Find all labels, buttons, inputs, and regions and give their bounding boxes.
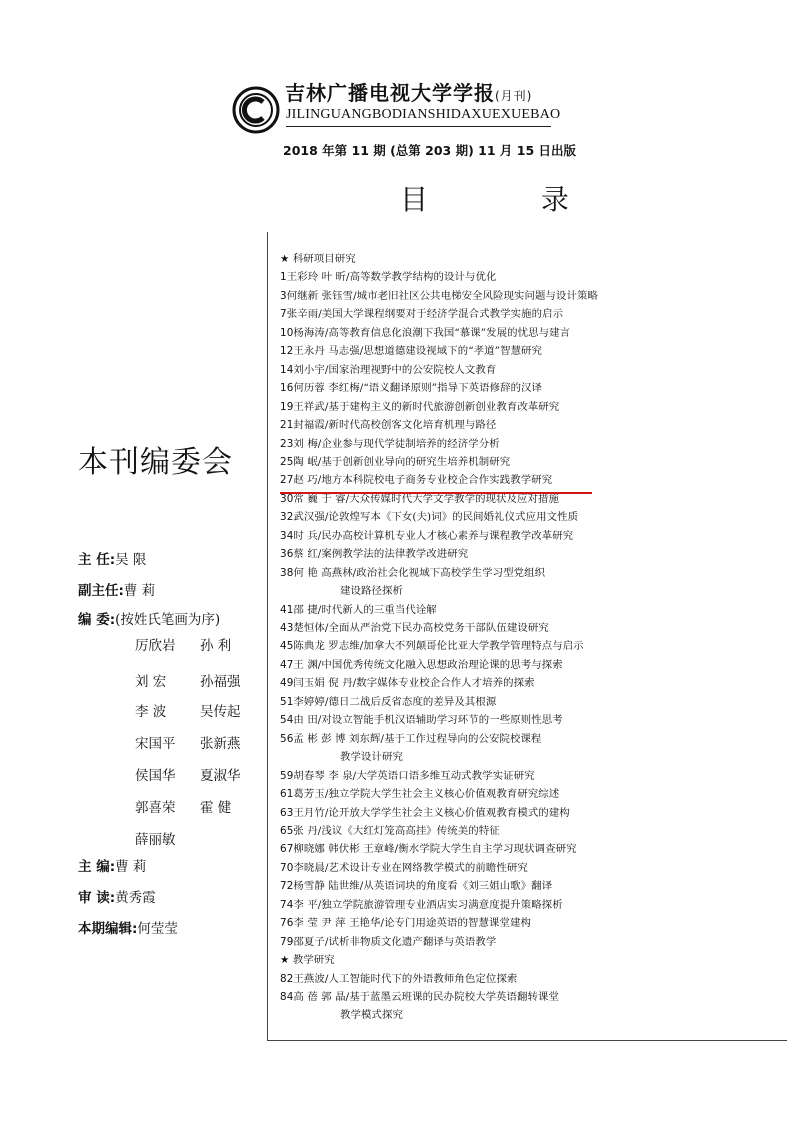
toc-page-number: 38 xyxy=(280,566,294,579)
toc-title: 楚恒体/全面从严治党下民办高校党务干部队伍建设研究 xyxy=(293,622,549,634)
committee-row xyxy=(78,608,220,628)
toc-title: 王彩玲 叶 昕/高等数学教学结构的设计与优化 xyxy=(286,271,497,284)
toc-entry[interactable] xyxy=(280,527,573,542)
toc-entry[interactable] xyxy=(280,896,563,911)
toc-page-number: 82 xyxy=(280,972,294,985)
toc-title: 蔡 红/案例教学法的法律教学改进研究 xyxy=(293,548,469,561)
toc-entry[interactable] xyxy=(280,730,541,745)
issue-info: 2018 年第 11 期 (总第 203 期) 11 月 15 日出版 xyxy=(283,143,577,158)
toc-entry[interactable] xyxy=(280,933,496,948)
toc-entry[interactable] xyxy=(280,804,570,819)
committee-member: 李 波 xyxy=(135,704,167,720)
toc-title: 杨雪静 陆世维/从英语词块的角度看《刘三姐山歌》翻译 xyxy=(293,880,553,893)
toc-page-number: 56 xyxy=(280,732,294,745)
committee-member: 孙 利 xyxy=(200,638,232,654)
toc-page-number: 70 xyxy=(280,861,294,874)
committee-row-value: 曹 莉 xyxy=(115,859,147,875)
toc-entry[interactable] xyxy=(280,601,437,616)
committee-member: 宋国平 xyxy=(135,736,176,752)
toc-entry[interactable] xyxy=(280,785,559,800)
toc-title: 李 莹 尹 萍 王艳华/论专门用途英语的智慧课堂建构 xyxy=(293,917,531,930)
toc-entry[interactable] xyxy=(280,914,531,929)
committee-row-label: 主 任: xyxy=(78,552,116,568)
journal-pinyin: JILINGUANGBODIANSHIDAXUEXUEBAO xyxy=(286,107,561,122)
toc-entry[interactable] xyxy=(280,545,468,560)
toc-entry[interactable] xyxy=(280,859,528,874)
committee-row-value: (按姓氏笔画为序) xyxy=(115,612,221,628)
toc-page-number: 79 xyxy=(280,935,294,948)
toc-page-number: 45 xyxy=(280,640,294,653)
toc-title: 李婷婷/德日二战后反省态度的差异及其根源 xyxy=(293,695,497,708)
toc-entry[interactable] xyxy=(280,693,496,708)
toc-title: 李晓晨/艺术设计专业在网络教学模式的前瞻性研究 xyxy=(293,861,528,874)
toc-page-number: 19 xyxy=(280,400,294,413)
committee-member: 郭喜荣 xyxy=(135,800,176,816)
toc-page-number: 25 xyxy=(280,455,294,468)
committee-member: 厉欣岩 xyxy=(135,638,176,654)
toc-title: 教学设计研究 xyxy=(340,751,403,764)
toc-entry[interactable] xyxy=(280,508,578,523)
committee-row xyxy=(78,579,155,599)
toc-page-number: 41 xyxy=(280,603,294,616)
committee-row-value: 何莹莹 xyxy=(137,921,178,937)
toc-page-number: 67 xyxy=(280,843,294,856)
toc-page-number: 36 xyxy=(280,548,294,561)
toc-entry[interactable] xyxy=(280,342,542,357)
toc-entry[interactable] xyxy=(280,656,563,671)
toc-page-number: 21 xyxy=(280,419,294,432)
toc-entry[interactable] xyxy=(280,840,577,855)
header-divider xyxy=(286,126,551,127)
toc-entry[interactable] xyxy=(280,361,496,376)
committee-row-value: 曹 莉 xyxy=(123,583,156,599)
committee-member: 侯国华 xyxy=(135,768,176,784)
toc-page-number: 32 xyxy=(280,511,294,524)
toc-entry[interactable] xyxy=(280,471,552,486)
toc-page-number: 61 xyxy=(280,788,294,801)
toc-page-number: 76 xyxy=(280,917,294,930)
toc-title: 武汉强/论敦煌写本《下女(夫)词》的民间婚礼仪式应用文性质 xyxy=(293,511,579,524)
toc-page-number: 23 xyxy=(280,437,294,450)
toc-entry[interactable] xyxy=(340,1006,403,1021)
toc-title: 邵 捷/时代新人的三重当代诠解 xyxy=(293,603,437,616)
toc-page-number: 63 xyxy=(280,806,294,819)
toc-page-number: 12 xyxy=(280,345,294,358)
committee-row-label: 主 编: xyxy=(78,859,116,875)
committee-row xyxy=(78,548,146,568)
toc-entry[interactable] xyxy=(280,988,559,1003)
journal-title-text: 吉林广播电视大学学报 xyxy=(285,81,495,105)
toc-entry[interactable] xyxy=(280,435,500,450)
journal-title xyxy=(285,77,532,106)
toc-entry[interactable] xyxy=(280,287,598,302)
toc-title: 王月竹/论开放大学学生社会主义核心价值观教育模式的建构 xyxy=(293,806,570,819)
toc-page-number: 54 xyxy=(280,714,294,727)
toc-page-number: 74 xyxy=(280,898,294,911)
toc-title: 封福霞/新时代高校创客文化培育机理与路径 xyxy=(293,419,497,432)
toc-title: 张辛雨/美国大学课程纲要对于经济学混合式教学实施的启示 xyxy=(286,308,564,321)
toc-title: 陈典龙 罗志维/加拿大不列颠哥伦比亚大学教学管理特点与启示 xyxy=(293,640,584,653)
toc-section-heading: ★ 教学研究 xyxy=(280,954,335,967)
toc-title: 葛芳玉/独立学院大学生社会主义核心价值观教育研究综述 xyxy=(293,788,560,801)
toc-page-number: 10 xyxy=(280,326,294,339)
toc-title: 陶 岷/基于创新创业导向的研究生培养机制研究 xyxy=(293,455,511,468)
toc-title: 闫玉娟 倪 丹/数字媒体专业校企合作人才培养的探索 xyxy=(293,677,535,690)
committee-row-label: 本期编辑: xyxy=(78,921,138,937)
toc-entry[interactable] xyxy=(280,416,496,431)
toc-title: 李 平/独立学院旅游管理专业酒店实习满意度提升策略探析 xyxy=(293,898,563,911)
toc-title: 何 艳 高燕林/政治社会化视域下高校学生学习型党组织 xyxy=(293,566,546,579)
toc-page-number: 49 xyxy=(280,677,294,690)
committee-title: 本刊编委会 xyxy=(78,445,233,480)
toc-page-number: 1 xyxy=(280,271,287,284)
committee-row-value: 吴 限 xyxy=(115,552,147,568)
toc-section-heading: ★ 科研项目研究 xyxy=(280,253,356,265)
toc-title: 何继新 张钰雪/城市老旧社区公共电梯安全风险现实问题与设计策略 xyxy=(286,289,598,302)
toc-title: 教学模式探究 xyxy=(340,1009,403,1022)
toc-title: 胡春琴 李 泉/大学英语口语多维互动式教学实证研究 xyxy=(293,769,535,782)
toc-title: 王祥武/基于建构主义的新时代旅游创新创业教育改革研究 xyxy=(293,400,560,413)
toc-title: 赵 巧/地方本科院校电子商务专业校企合作实践教学研究 xyxy=(293,474,553,487)
toc-title: 张 丹/浅议《大红灯笼高高挂》传统美的特征 xyxy=(293,824,500,837)
toc-title: 邵夏子/试析非物质文化遗产翻译与英语教学 xyxy=(293,935,497,948)
toc-title: 王燕波/人工智能时代下的外语教师角色定位探索 xyxy=(293,972,518,985)
toc-title: 高 蓓 郭 晶/基于蓝墨云班课的民办院校大学英语翻转课堂 xyxy=(293,991,560,1003)
toc-title: 刘 梅/企业参与现代学徒制培养的经济学分析 xyxy=(293,437,500,450)
toc-page-number: 30 xyxy=(280,492,294,505)
toc-title: 刘小宇/国家治理视野中的公安院校人文教育 xyxy=(293,363,497,376)
toc-page-number: 7 xyxy=(280,308,287,321)
toc-page-number: 72 xyxy=(280,880,294,893)
bottom-divider xyxy=(267,1040,787,1041)
toc-entry[interactable] xyxy=(280,619,549,634)
committee-member: 薛丽敏 xyxy=(135,832,176,848)
toc-page-number: 34 xyxy=(280,529,294,542)
toc-entry[interactable] xyxy=(340,748,403,763)
committee-row-label: 审 读: xyxy=(78,890,116,906)
toc-title: 柳晓娜 韩伏彬 王章峰/衡水学院大学生自主学习现状调查研究 xyxy=(293,843,577,856)
toc-title: 孟 彬 彭 博 刘东辉/基于工作过程导向的公安院校课程 xyxy=(293,732,542,745)
toc-heading: 目 录 xyxy=(400,183,621,216)
toc-entry[interactable] xyxy=(280,637,584,652)
toc-page-number: 16 xyxy=(280,382,294,395)
toc-page-number: 27 xyxy=(280,474,294,487)
toc-title: 由 田/对设立智能手机汉语辅助学习环节的一些原则性思考 xyxy=(293,714,563,727)
toc-title: 王 渊/中国优秀传统文化融入思想政治理论课的思考与探索 xyxy=(293,658,563,671)
toc-entry[interactable] xyxy=(280,970,517,985)
committee-row xyxy=(78,886,156,906)
toc-entry[interactable] xyxy=(340,582,403,597)
committee-row xyxy=(78,917,178,937)
committee-row-label: 编 委: xyxy=(78,612,116,628)
committee-member: 孙福强 xyxy=(200,674,241,690)
toc-entry[interactable] xyxy=(280,877,552,892)
vertical-divider xyxy=(267,232,268,1040)
toc-entry[interactable] xyxy=(280,398,559,413)
toc-entry[interactable] xyxy=(280,674,535,689)
toc-entry[interactable] xyxy=(280,324,570,339)
toc-page-number: 84 xyxy=(280,991,294,1003)
committee-row xyxy=(78,855,146,875)
toc-page-number: 43 xyxy=(280,622,294,634)
toc-page-number: 65 xyxy=(280,824,294,837)
toc-page-number: 14 xyxy=(280,363,294,376)
committee-row-value: 黄秀霞 xyxy=(115,890,156,906)
toc-title: 杨海涛/高等教育信息化浪潮下我国“慕课”发展的忧思与建言 xyxy=(293,326,571,339)
committee-member: 刘 宏 xyxy=(135,674,167,690)
toc-entry[interactable] xyxy=(280,822,500,837)
committee-member: 吴传起 xyxy=(200,704,241,720)
toc-page-number: 47 xyxy=(280,658,294,671)
toc-title: 建设路径探析 xyxy=(340,585,403,598)
highlight-underline xyxy=(280,492,592,494)
committee-member: 张新燕 xyxy=(200,736,241,752)
toc-entry[interactable] xyxy=(280,379,542,394)
toc-entry[interactable] xyxy=(280,711,563,726)
toc-page-number: 3 xyxy=(280,289,287,302)
toc-page-number: 59 xyxy=(280,769,294,782)
journal-logo-icon xyxy=(232,86,280,134)
toc-entry[interactable] xyxy=(280,564,545,579)
toc-entry[interactable] xyxy=(280,767,535,782)
toc-title: 常 巍 于 睿/大众传媒时代大学文学教学的现状及应对措施 xyxy=(293,492,560,505)
toc-title: 时 兵/民办高校计算机专业人才核心素养与课程教学改革研究 xyxy=(293,529,574,542)
committee-row-label: 副主任: xyxy=(78,583,124,599)
toc-title: 何历蓉 李红梅/“语义翻译原则”指导下英语修辞的汉译 xyxy=(293,382,543,395)
toc-page-number: 51 xyxy=(280,695,294,708)
journal-title-suffix: (月刊) xyxy=(495,89,533,103)
committee-member: 霍 健 xyxy=(200,800,232,816)
toc-entry[interactable] xyxy=(280,305,563,320)
toc-entry[interactable] xyxy=(280,453,510,468)
committee-member: 夏淑华 xyxy=(200,768,241,784)
toc-title: 王永丹 马志强/思想道德建设视域下的“孝道”智慧研究 xyxy=(293,345,543,358)
toc-entry[interactable] xyxy=(280,268,496,283)
